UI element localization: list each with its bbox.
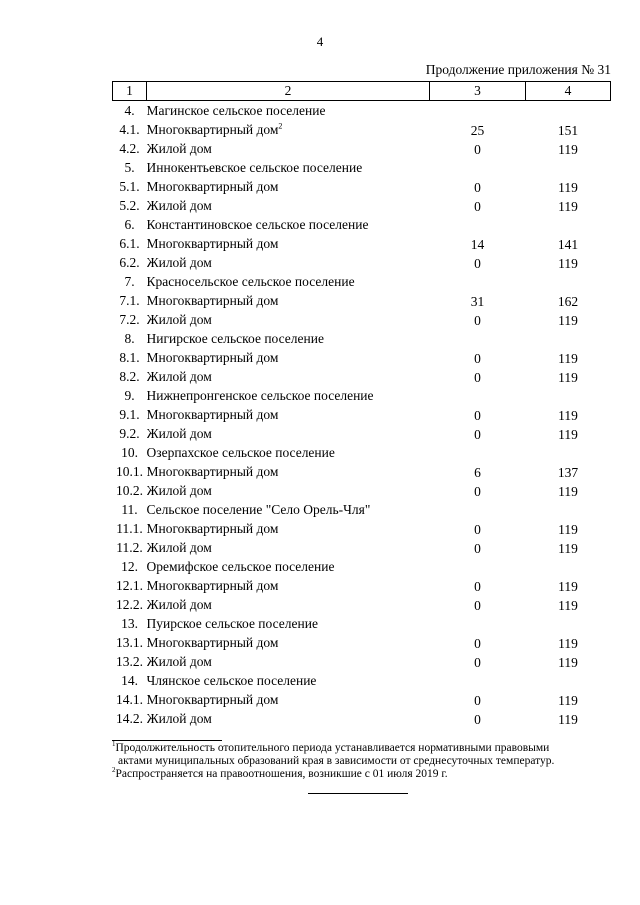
row-value-col4: 151 xyxy=(557,123,579,138)
row-value-col4 xyxy=(526,443,611,462)
row-value-col4: 119 xyxy=(558,351,578,366)
row-name xyxy=(147,519,430,538)
row-value-col3 xyxy=(430,386,526,405)
footnotes xyxy=(112,742,610,781)
tariff-table xyxy=(112,81,611,728)
row-name-text: Оремифское сельское поселение xyxy=(146,559,335,574)
row-name xyxy=(147,595,430,614)
row-value-col3: 0 xyxy=(474,199,481,214)
table-row xyxy=(113,386,611,405)
column-header-2: 2 xyxy=(147,82,430,101)
row-value-col3 xyxy=(430,272,526,291)
row-number: 10. xyxy=(121,445,138,460)
row-value-col3: 0 xyxy=(474,256,481,271)
row-value-col4: 119 xyxy=(558,408,578,423)
row-name-text: Многоквартирный дом xyxy=(146,350,279,365)
row-value-col3 xyxy=(430,671,526,690)
row-value-col3: 0 xyxy=(474,408,481,423)
table-row xyxy=(113,652,611,671)
row-value-col4: 119 xyxy=(558,256,578,271)
row-name xyxy=(147,253,430,272)
row-name xyxy=(147,310,430,329)
row-name-text: Члянское сельское поселение xyxy=(146,673,317,688)
row-value-col4: 141 xyxy=(557,237,579,252)
table-row xyxy=(113,139,611,158)
row-value-col4 xyxy=(526,386,611,405)
row-value-col3 xyxy=(430,215,526,234)
row-value-col3: 6 xyxy=(474,465,481,480)
table-row xyxy=(113,576,611,595)
row-value-col4: 119 xyxy=(558,370,578,385)
column-header-3: 3 xyxy=(430,82,526,101)
row-name xyxy=(147,557,430,576)
row-value-col4: 119 xyxy=(558,598,578,613)
row-value-col3: 0 xyxy=(474,693,481,708)
row-name-text: Жилой дом xyxy=(146,654,212,669)
row-number: 11.2. xyxy=(116,540,143,555)
table-row xyxy=(113,690,611,709)
row-value-col4 xyxy=(526,158,611,177)
footnote-text: Распространяется на правоотношения, возникшие с 01 июля 2019 г. xyxy=(115,768,448,780)
column-header-1: 1 xyxy=(113,82,147,101)
row-value-col4: 119 xyxy=(558,693,578,708)
row-value-col4 xyxy=(526,101,611,121)
row-value-col3: 0 xyxy=(474,541,481,556)
row-name xyxy=(147,481,430,500)
row-value-col3: 31 xyxy=(470,294,485,309)
row-name-text: Жилой дом xyxy=(146,312,212,327)
row-number: 12. xyxy=(121,559,138,574)
row-name-text: Многоквартирный дом xyxy=(146,122,279,137)
row-name-text: Многоквартирный дом xyxy=(146,578,279,593)
row-value-col4: 119 xyxy=(558,484,578,499)
row-value-col3: 0 xyxy=(474,142,481,157)
table-row xyxy=(113,177,611,196)
row-value-col4: 119 xyxy=(558,579,578,594)
table-row xyxy=(113,367,611,386)
row-value-col4 xyxy=(526,215,611,234)
row-name-text: Жилой дом xyxy=(146,369,212,384)
column-header-4: 4 xyxy=(526,82,611,101)
row-value-col4: 119 xyxy=(558,199,578,214)
row-number: 10.1. xyxy=(116,464,143,479)
row-number: 13.1. xyxy=(116,635,143,650)
row-name-text: Константиновское сельское поселение xyxy=(146,217,369,232)
row-value-col3 xyxy=(430,500,526,519)
row-value-col3: 0 xyxy=(474,370,481,385)
footnote-text: Продолжительность отопительного периода устанавливается нормативными правовыми xyxy=(115,742,550,754)
row-number: 12.2. xyxy=(116,597,143,612)
table-body xyxy=(113,101,611,729)
row-name-text: Жилой дом xyxy=(146,255,212,270)
row-value-col4 xyxy=(526,614,611,633)
row-value-col4: 162 xyxy=(557,294,579,309)
row-name-text: Многоквартирный дом xyxy=(146,464,279,479)
row-number: 9.1. xyxy=(119,407,140,422)
row-name-text: Жилой дом xyxy=(146,198,212,213)
row-name-text: Многоквартирный дом xyxy=(146,236,279,251)
row-value-col3: 0 xyxy=(474,598,481,613)
footnote-text-continued: актами муниципальных образований края в зависимости от среднесуточных температур. xyxy=(118,755,555,767)
table-row xyxy=(113,348,611,367)
row-number: 14. xyxy=(121,673,138,688)
row-value-col4: 119 xyxy=(558,313,578,328)
row-name-text: Нижнепронгенское сельское поселение xyxy=(146,388,374,403)
row-name xyxy=(147,405,430,424)
appendix-label: Продолжение приложения № 31 xyxy=(425,62,611,77)
table-row xyxy=(113,595,611,614)
row-name xyxy=(147,671,430,690)
row-name-text: Озерпахское сельское поселение xyxy=(146,445,335,460)
row-value-col4 xyxy=(526,557,611,576)
row-name xyxy=(147,614,430,633)
row-value-col3 xyxy=(430,557,526,576)
table-row xyxy=(113,671,611,690)
row-value-col4 xyxy=(526,500,611,519)
row-name xyxy=(147,215,430,234)
row-name xyxy=(147,348,430,367)
row-value-col3: 0 xyxy=(474,636,481,651)
row-name xyxy=(147,291,430,310)
table-row xyxy=(113,215,611,234)
row-value-col4: 119 xyxy=(558,427,578,442)
row-value-col4: 119 xyxy=(558,180,578,195)
row-value-col4: 119 xyxy=(558,655,578,670)
row-number: 14.2. xyxy=(116,711,143,726)
row-name-text: Сельское поселение "Село Орель-Чля" xyxy=(146,502,371,517)
row-name-text: Пуирское сельское поселение xyxy=(146,616,318,631)
table-row xyxy=(113,709,611,728)
row-number: 12.1. xyxy=(116,578,143,593)
row-name xyxy=(147,443,430,462)
row-value-col4: 119 xyxy=(558,142,578,157)
table-row xyxy=(113,633,611,652)
row-name xyxy=(147,196,430,215)
row-name xyxy=(147,177,430,196)
row-number: 13.2. xyxy=(116,654,143,669)
row-name xyxy=(147,386,430,405)
page-number: 4 xyxy=(316,34,324,49)
row-number: 13. xyxy=(121,616,138,631)
row-name xyxy=(147,234,430,253)
table-row xyxy=(113,481,611,500)
row-name-text: Жилой дом xyxy=(146,141,212,156)
table-row xyxy=(113,310,611,329)
row-name xyxy=(147,500,430,519)
row-value-col3 xyxy=(430,101,526,121)
row-name-text: Многоквартирный дом xyxy=(146,179,279,194)
row-value-col4: 119 xyxy=(558,636,578,651)
row-number: 11. xyxy=(121,502,138,517)
row-value-col3: 0 xyxy=(474,313,481,328)
row-name-text: Жилой дом xyxy=(146,426,212,441)
row-number: 4.2. xyxy=(119,141,140,156)
table-row xyxy=(113,614,611,633)
table-row xyxy=(113,443,611,462)
row-value-col3: 0 xyxy=(474,180,481,195)
end-separator xyxy=(308,793,408,794)
row-number: 14.1. xyxy=(116,692,143,707)
footnote-1 xyxy=(112,742,610,768)
footnote-marker: 2 xyxy=(112,766,116,775)
table-row xyxy=(113,462,611,481)
row-name-text: Иннокентьевское сельское поселение xyxy=(146,160,363,175)
row-number: 4.1. xyxy=(119,122,140,137)
row-name-text: Многоквартирный дом xyxy=(146,635,279,650)
table-header xyxy=(113,82,611,101)
row-name xyxy=(147,690,430,709)
row-name xyxy=(147,272,430,291)
footnote-2 xyxy=(112,768,610,781)
row-name xyxy=(147,101,430,121)
table-row xyxy=(113,196,611,215)
row-value-col4: 119 xyxy=(558,712,578,727)
row-value-col4 xyxy=(526,272,611,291)
table-row xyxy=(113,557,611,576)
row-name xyxy=(147,158,430,177)
row-value-col3: 0 xyxy=(474,351,481,366)
row-number: 8. xyxy=(124,331,135,346)
row-value-col3 xyxy=(430,443,526,462)
table-row xyxy=(113,519,611,538)
row-number: 7.1. xyxy=(119,293,140,308)
row-value-col4 xyxy=(526,329,611,348)
row-name xyxy=(147,139,430,158)
row-value-col3: 0 xyxy=(474,655,481,670)
table-row xyxy=(113,120,611,139)
row-name-text: Многоквартирный дом xyxy=(146,521,279,536)
row-value-col3: 25 xyxy=(470,123,485,138)
row-name xyxy=(147,424,430,443)
row-number: 8.2. xyxy=(119,369,140,384)
row-name-text: Жилой дом xyxy=(146,540,212,555)
row-value-col4: 137 xyxy=(557,465,579,480)
table-row xyxy=(113,538,611,557)
row-name xyxy=(147,538,430,557)
row-name-text: Многоквартирный дом xyxy=(146,692,279,707)
row-number: 5.2. xyxy=(119,198,140,213)
row-name-text: Многоквартирный дом xyxy=(146,407,279,422)
row-name xyxy=(147,120,430,139)
table-row xyxy=(113,234,611,253)
row-name-text: Нигирское сельское поселение xyxy=(146,331,324,346)
row-value-col3: 0 xyxy=(474,579,481,594)
row-name xyxy=(147,367,430,386)
row-number: 5. xyxy=(124,160,135,175)
table-row xyxy=(113,405,611,424)
row-value-col3: 0 xyxy=(474,522,481,537)
row-value-col3: 0 xyxy=(474,427,481,442)
row-name-text: Красносельское сельское поселение xyxy=(146,274,355,289)
row-number: 8.1. xyxy=(119,350,140,365)
row-value-col3: 14 xyxy=(470,237,485,252)
row-name xyxy=(147,709,430,728)
row-number: 7.2. xyxy=(119,312,140,327)
row-value-col3: 0 xyxy=(474,712,481,727)
row-name-text: Жилой дом xyxy=(146,597,212,612)
table-row xyxy=(113,500,611,519)
row-number: 6. xyxy=(124,217,135,232)
row-value-col3 xyxy=(430,329,526,348)
table-row xyxy=(113,329,611,348)
row-number: 5.1. xyxy=(119,179,140,194)
row-name xyxy=(147,633,430,652)
row-value-col4: 119 xyxy=(558,541,578,556)
row-number: 9.2. xyxy=(119,426,140,441)
row-number: 4. xyxy=(124,103,135,118)
row-number: 7. xyxy=(124,274,135,289)
table-row xyxy=(113,101,611,121)
row-number: 6.2. xyxy=(119,255,140,270)
footnote-ref: 2 xyxy=(278,121,283,131)
row-value-col3 xyxy=(430,158,526,177)
row-number: 6.1. xyxy=(119,236,140,251)
row-number: 9. xyxy=(124,388,135,403)
row-number: 11.1. xyxy=(116,521,143,536)
row-name xyxy=(147,652,430,671)
table-row xyxy=(113,424,611,443)
row-value-col4: 119 xyxy=(558,522,578,537)
row-name xyxy=(147,576,430,595)
row-value-col4 xyxy=(526,671,611,690)
row-number: 10.2. xyxy=(116,483,143,498)
row-name xyxy=(147,329,430,348)
row-name-text: Жилой дом xyxy=(146,711,212,726)
row-value-col3: 0 xyxy=(474,484,481,499)
row-name-text: Жилой дом xyxy=(146,483,212,498)
table-row xyxy=(113,253,611,272)
table-row xyxy=(113,272,611,291)
row-name-text: Многоквартирный дом xyxy=(146,293,279,308)
row-name-text: Магинское сельское поселение xyxy=(146,103,326,118)
row-value-col3 xyxy=(430,614,526,633)
table-row xyxy=(113,158,611,177)
footnote-marker: 1 xyxy=(112,740,116,749)
row-name xyxy=(147,462,430,481)
table-row xyxy=(113,291,611,310)
footnote-separator xyxy=(112,740,222,741)
